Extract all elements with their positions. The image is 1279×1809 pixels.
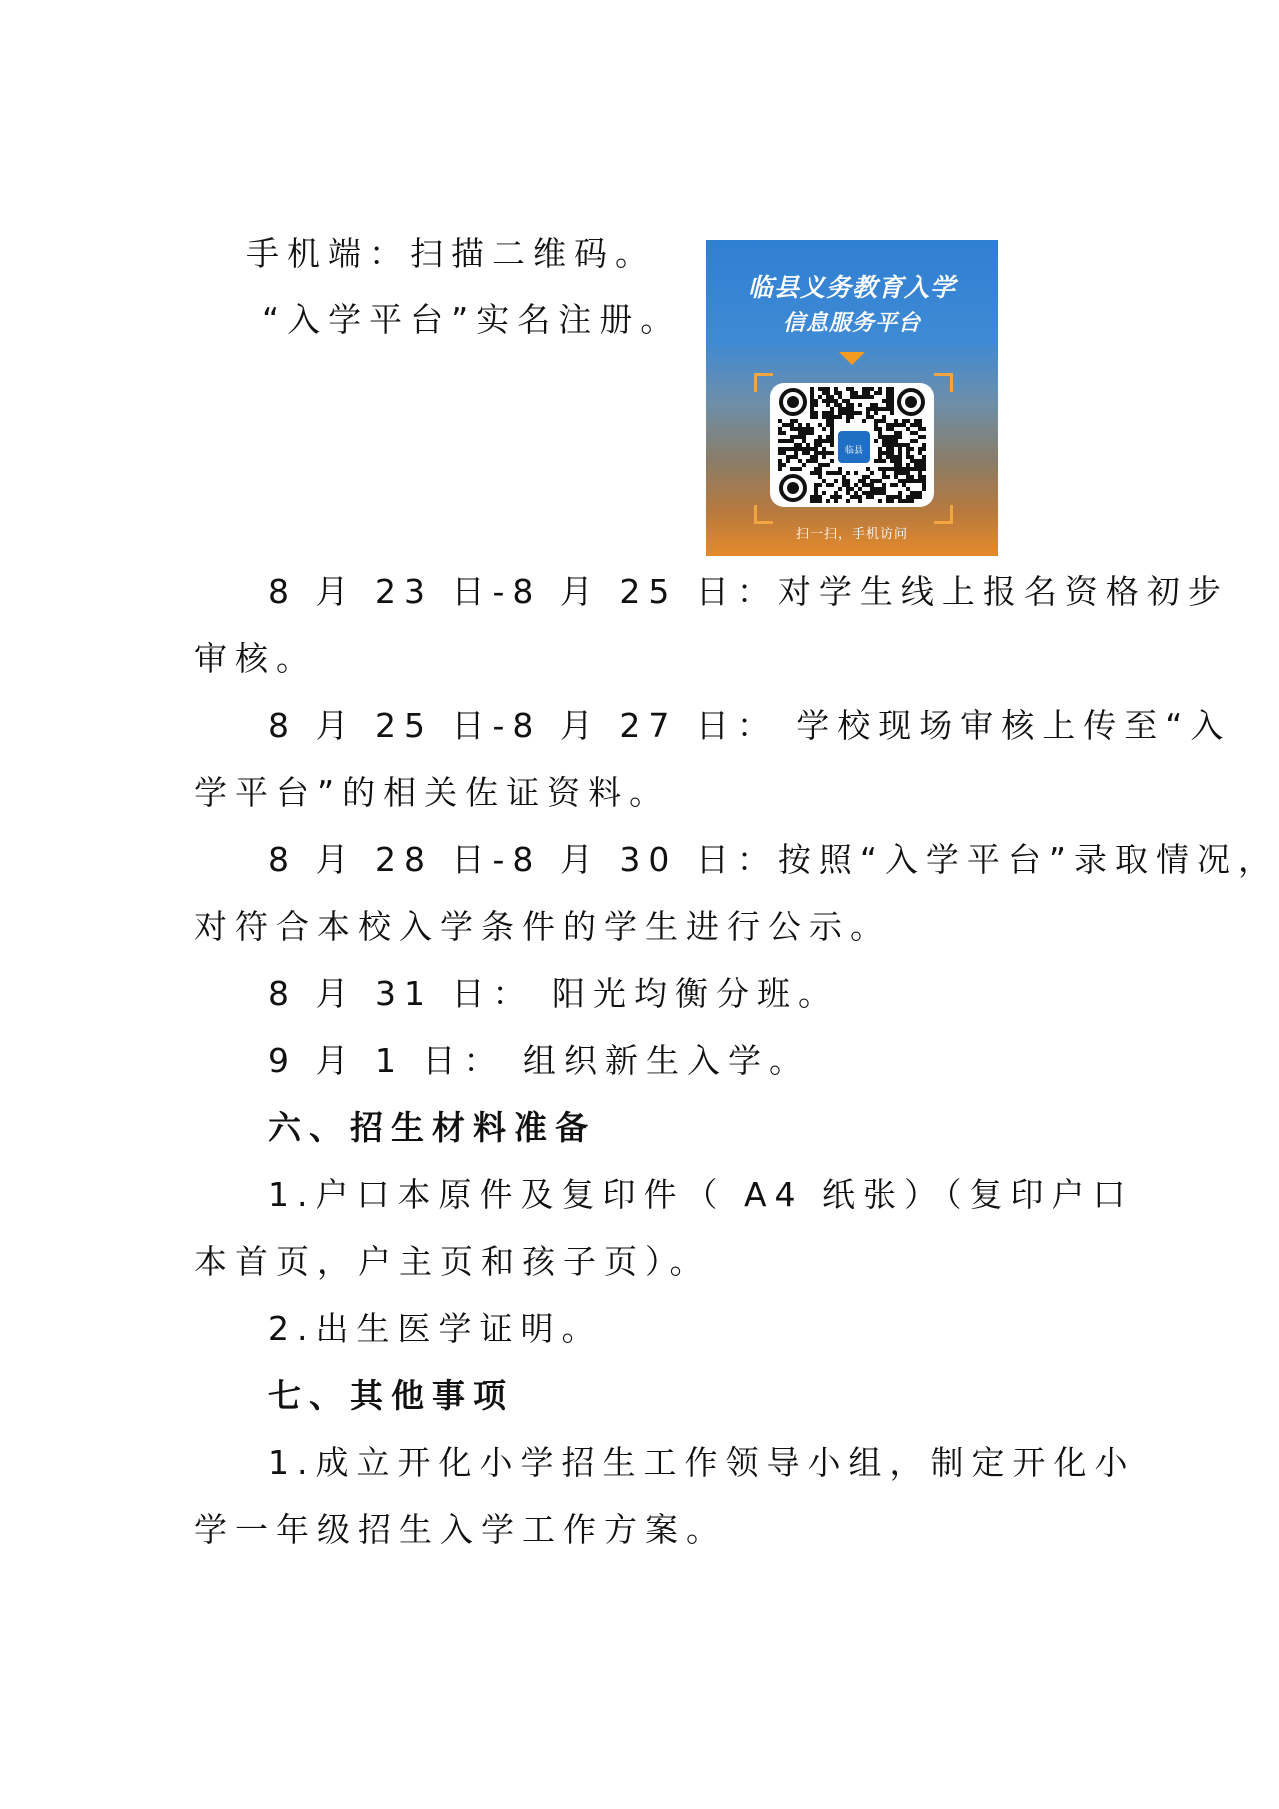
- paragraph-line: 8 月 25 日-8 月 27 日： 学校现场审核上传至“入: [268, 706, 1232, 745]
- paragraph-line: 8 月 23 日-8 月 25 日：对学生线上报名资格初步: [268, 572, 1229, 611]
- mobile-instruction: 手机端：扫描二维码。: [246, 234, 656, 273]
- paragraph-line: 对符合本校入学条件的学生进行公示。: [194, 907, 891, 946]
- scan-corner-icon: [754, 373, 773, 392]
- paragraph-line: 学一年级招生入学工作方案。: [194, 1510, 727, 1549]
- paragraph-line: 2.出生医学证明。: [268, 1309, 603, 1348]
- paragraph-line: 1.户口本原件及复印件（ A4 纸张）（复印户口: [268, 1175, 1134, 1214]
- paragraph-line: 9 月 1 日： 组织新生入学。: [268, 1041, 810, 1080]
- qr-poster[interactable]: [706, 240, 998, 556]
- paragraph-line: 学平台”的相关佐证资料。: [194, 773, 671, 812]
- scan-corner-icon: [754, 505, 773, 524]
- arrow-down-icon: [839, 352, 865, 365]
- qr-code[interactable]: [770, 383, 934, 507]
- section-heading: 六、招生材料准备: [268, 1108, 596, 1147]
- scan-corner-icon: [934, 373, 953, 392]
- qr-logo: 临县: [836, 429, 872, 465]
- poster-footer: 扫一扫，手机访问: [795, 527, 908, 542]
- paragraph-line: 审核。: [194, 639, 317, 678]
- scan-corner-icon: [934, 505, 953, 524]
- paragraph-line: 1.成立开化小学招生工作领导小组，制定开化小: [268, 1443, 1136, 1482]
- paragraph-line: 本首页，户主页和孩子页）。: [194, 1242, 711, 1281]
- poster-title: 临县义务教育入学: [747, 273, 956, 302]
- poster-subtitle: 信息服务平台: [782, 311, 921, 336]
- paragraph-line: 8 月 28 日-8 月 30 日：按照“入学平台”录取情况，: [268, 840, 1279, 879]
- paragraph-line: 8 月 31 日： 阳光均衡分班。: [268, 974, 839, 1013]
- section-heading: 七、其他事项: [268, 1376, 514, 1415]
- register-instruction: “入学平台”实名注册。: [262, 300, 682, 339]
